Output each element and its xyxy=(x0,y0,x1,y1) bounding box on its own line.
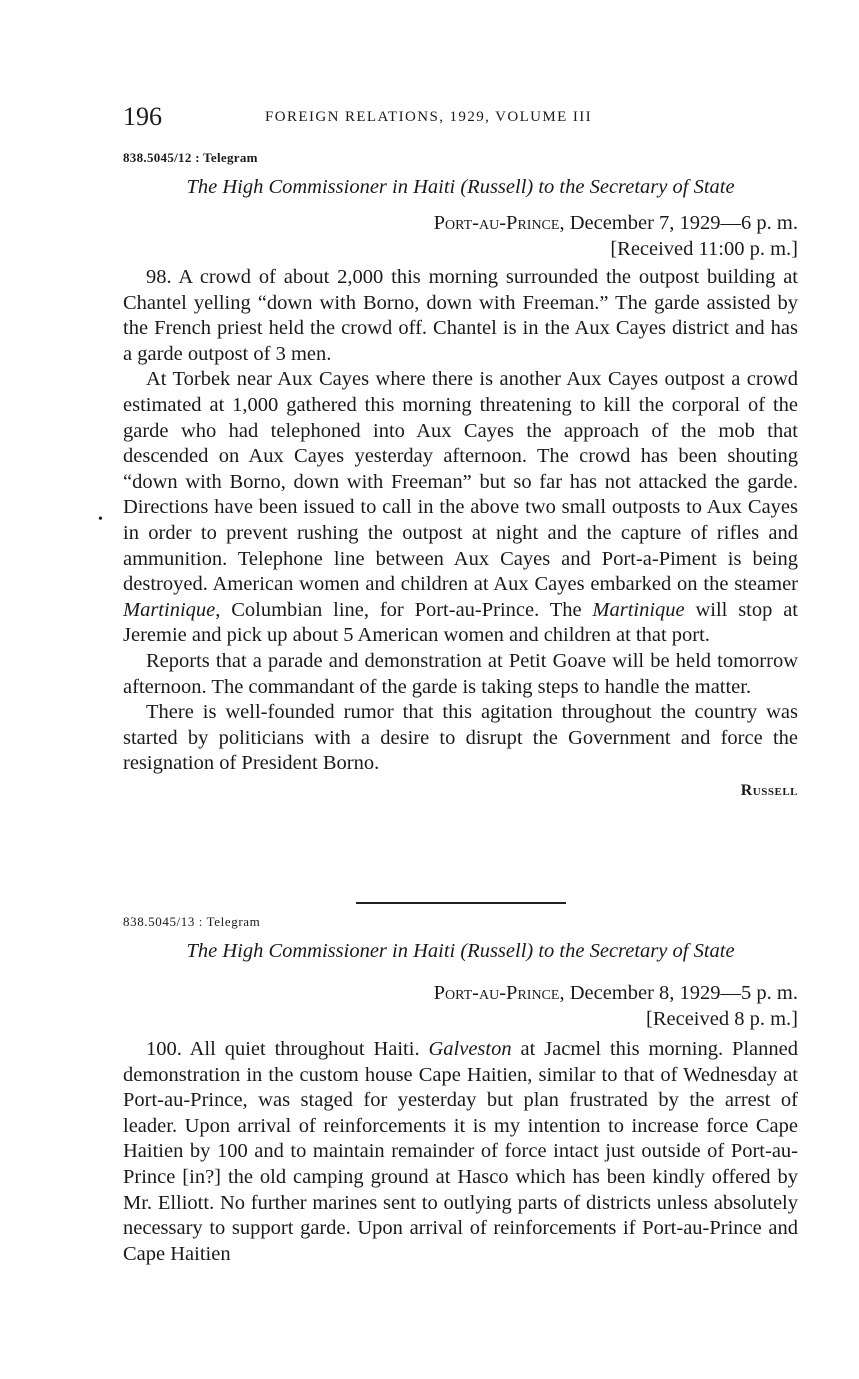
document-title: The High Commissioner in Haiti (Russell) to the Secretary of State xyxy=(186,940,735,962)
paragraph-1-text-a: 100. All quiet throughout Haiti. xyxy=(146,1038,429,1060)
telegram-1 xyxy=(123,150,798,800)
dateline-date: , December 8, 1929—5 p. m. xyxy=(559,982,798,1004)
paragraph-2-text-b: , Columbian line, for Port-au-Prince. The xyxy=(215,598,593,621)
section-divider xyxy=(356,902,566,904)
dateline-date: , December 7, 1929—6 p. m. xyxy=(559,212,798,234)
paragraph-1 xyxy=(123,1037,798,1267)
paragraph-3: Reports that a parade and demonstration at Petit Goave will be held tomorrow afternoon. The commandant of the garde is taking steps to handle the matter. xyxy=(123,649,798,698)
paragraph-4: There is well-founded rumor that this agitation throughout the country was started by politicians with a desire to disrupt the Government and force the resignation of President Borno. xyxy=(123,701,798,775)
dateline xyxy=(123,980,798,1006)
margin-mark: • xyxy=(98,512,103,527)
paragraph-2-text-a: At Torbek near Aux Cayes where there is another Aux Cayes outpost a crowd estimated at 1,000 gathered this morning threatening to kill the corporal of the garde who had telephoned into Aux Cayes the approach of the mob that descended on Aux Cayes yesterday afternoon. The crowd has been shouting “down with Borno, down with Freeman” but so far has not attacked the garde. Directions have been issued to call in the above two small outposts to Aux Cayes in order to prevent rushing the outpost at night and the capture of rifles and ammunition. Telephone line between Aux Cayes and Port-a-Piment is being destroyed. American women and children at Aux Cayes embarked on the steamer xyxy=(123,368,798,596)
signature: Russell xyxy=(740,781,798,799)
file-reference: 838.5045/13 : Telegram xyxy=(123,914,261,929)
running-header xyxy=(123,100,795,134)
header-title: FOREIGN RELATIONS, 1929, VOLUME III xyxy=(265,109,593,125)
paragraph-2-text-c: will stop at Jeremie and pick up about 5 American women and children at that port. xyxy=(123,598,798,647)
page-number: 196 xyxy=(123,102,162,131)
paragraph-1-text-b: at Jacmel this morning. Planned demonstration in the custom house Cape Haitien, similar to that of Wednesday at Port-au-Prince, was staged for yesterday but plan frustrated by the arrest of leader. Upon arrival of reinforcements it is my intention to increase force Cape Haitien by 100 and to maintain remainder of force intact just outside of Port-au-Prince [in?] the old camping ground at Hasco which has been kindly offered by Mr. Elliott. No further marines sent to outlying parts of districts unless absolutely necessary to support garde. Upon arrival of reinforcements if Port-au-Prince and Cape Haitien xyxy=(123,1038,799,1265)
dateline xyxy=(123,210,798,236)
ship-name: Martinique xyxy=(123,598,216,621)
paragraph-2 xyxy=(123,367,798,649)
paragraph-1: 98. A crowd of about 2,000 this morning surrounded the outpost building at Chantel yelling “down with Borno, down with Freeman.” The garde assisted by the French priest held the crowd off. Chantel is in the Aux Cayes district and has a garde outpost of 3 men. xyxy=(123,266,798,365)
ship-name: Galveston xyxy=(428,1038,512,1060)
file-reference: 838.5045/12 : Telegram xyxy=(123,150,258,165)
ship-name: Martinique xyxy=(592,598,685,621)
telegram-2 xyxy=(123,914,798,1267)
dateline-place: Port-au-Prince xyxy=(433,982,560,1004)
document-title: The High Commissioner in Haiti (Russell) to the Secretary of State xyxy=(186,176,735,198)
dateline-place: Port-au-Prince xyxy=(433,212,560,234)
received-note: [Received 8 p. m.] xyxy=(646,1008,798,1030)
received-note: [Received 11:00 p. m.] xyxy=(610,238,798,260)
